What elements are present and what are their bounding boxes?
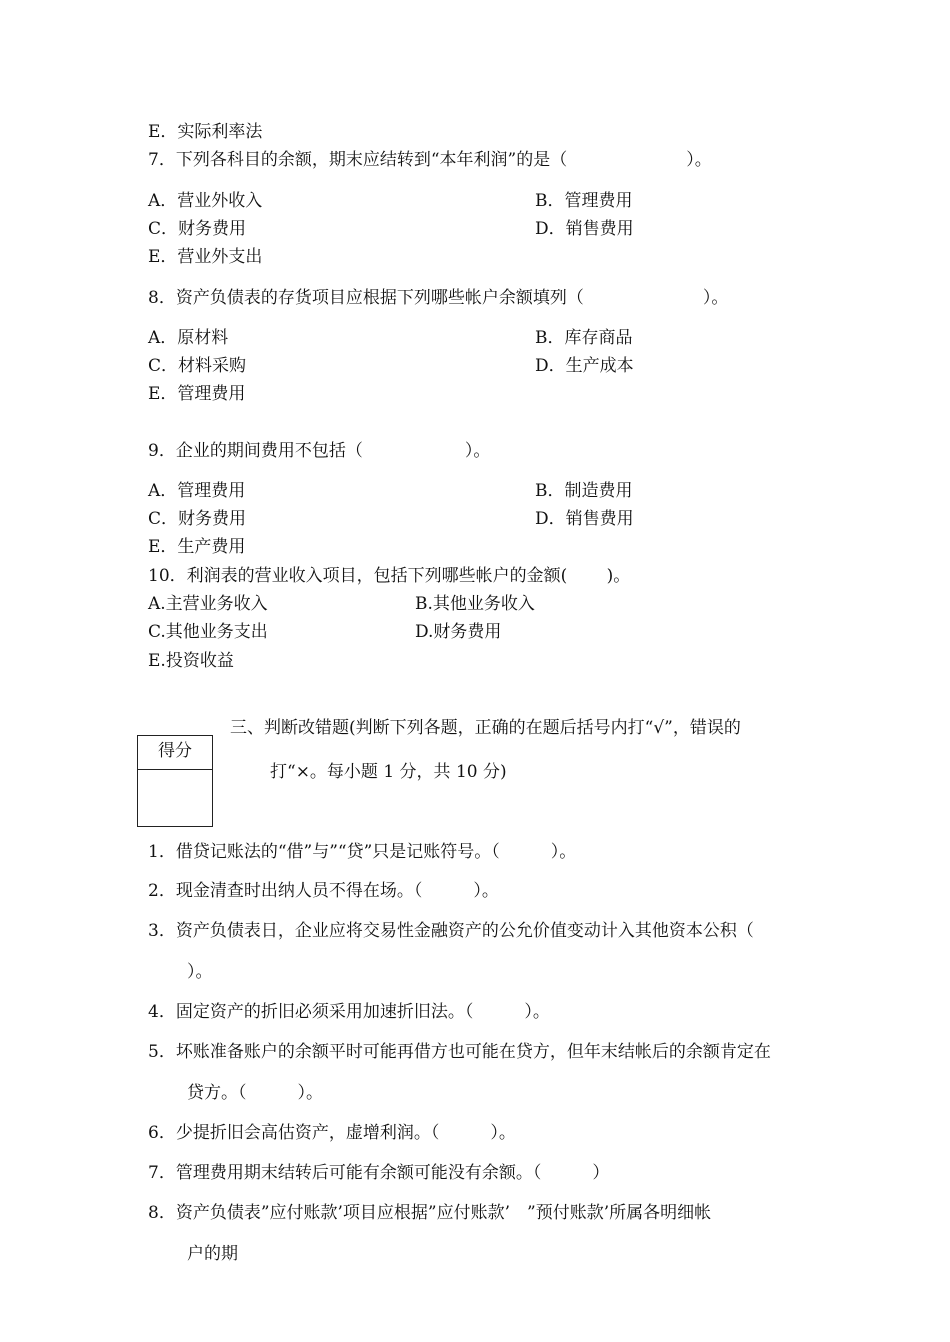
text-line: 2．现金清查时出纳人员不得在场。（ ）。 (148, 881, 499, 901)
score-box (137, 735, 213, 827)
text-line: 6．少提折旧会高估资产，虚增利润。（ ）。 (148, 1123, 516, 1143)
text-line: 10．利润表的营业收入项目，包括下列哪些帐户的金额( )。 (148, 566, 631, 586)
text-line: 三、判断改错题(判断下列各题，正确的在题后括号内打“√”，错误的 (230, 718, 741, 738)
text-line: 贷方。（ ）。 (187, 1083, 323, 1103)
text-line: C．财务费用 (148, 509, 247, 529)
text-line: C．材料采购 (148, 356, 247, 376)
text-line: E．营业外支出 (148, 247, 263, 267)
text-line: A．原材料 (148, 328, 229, 348)
text-line: 打“×。每小题 1 分，共 10 分) (270, 762, 507, 782)
text-line: C.其他业务支出 (148, 622, 268, 642)
text-line: D．销售费用 (535, 509, 634, 529)
text-line: 8．资产负债表的存货项目应根据下列哪些帐户余额填列（ ）。 (148, 288, 729, 308)
score-box-label: 得分 (138, 736, 212, 770)
text-line: C．财务费用 (148, 219, 247, 239)
text-line: D.财务费用 (415, 622, 502, 642)
text-line: E．管理费用 (148, 384, 246, 404)
text-line: 5．坏账准备账户的余额平时可能再借方也可能在贷方，但年末结帐后的余额肯定在 (148, 1042, 771, 1062)
text-line: E．生产费用 (148, 537, 246, 557)
text-line: B．制造费用 (535, 481, 633, 501)
text-line: B．库存商品 (535, 328, 633, 348)
text-line: 4．固定资产的折旧必须采用加速折旧法。（ ）。 (148, 1002, 550, 1022)
text-line: 7．下列各科目的余额，期末应结转到“本年利润”的是（ ）。 (148, 150, 712, 170)
text-line: 1．借贷记账法的“借”与”“贷”只是记账符号。（ ）。 (148, 842, 577, 862)
text-line: B．管理费用 (535, 191, 633, 211)
text-line: A.主营业务收入 (148, 594, 268, 614)
text-line: ）。 (187, 962, 213, 982)
text-line: E.投资收益 (148, 651, 234, 671)
text-line: A．营业外收入 (148, 191, 263, 211)
text-line: 9．企业的期间费用不包括（ ）。 (148, 441, 491, 461)
text-line: 户的期 (187, 1244, 238, 1264)
text-line: 7．管理费用期末结转后可能有余额可能没有余额。（ ） (148, 1163, 610, 1183)
text-line: 8．资产负债表”应付账款’项目应根据”应付账款’ ”预付账款’所属各明细帐 (148, 1203, 712, 1223)
text-line: D．销售费用 (535, 219, 634, 239)
text-line: E．实际利率法 (148, 122, 263, 142)
text-line: D．生产成本 (535, 356, 634, 376)
text-line: 3．资产负债表日，企业应将交易性金融资产的公允价值变动计入其他资本公积（ (148, 921, 754, 941)
text-line: A．管理费用 (148, 481, 246, 501)
text-line: B.其他业务收入 (415, 594, 535, 614)
